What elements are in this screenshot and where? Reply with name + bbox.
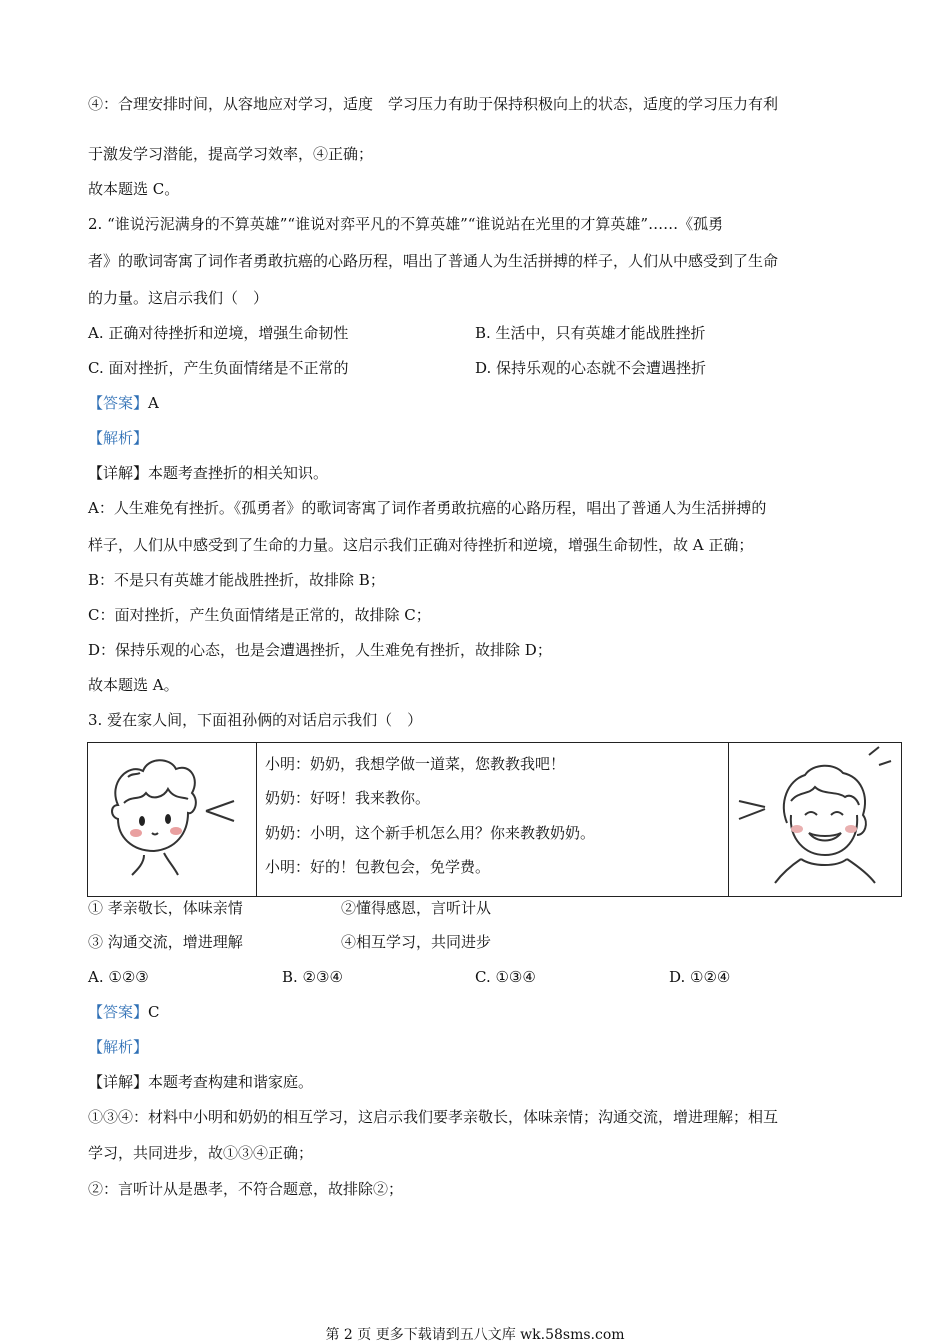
- q3-analysis-tag: 【解析】: [88, 1038, 149, 1056]
- answer-tag: 【答案】: [88, 1003, 149, 1021]
- q2-conclusion: 故本题选 A。: [88, 676, 179, 694]
- q3-explain-line-3: ②：言听计从是愚孝，不符合题意，故排除②；: [88, 1180, 404, 1198]
- q2-option-a: A. 正确对待挫折和逆境，增强生命韧性: [88, 324, 349, 342]
- q3-item-3: ③ 沟通交流，增进理解: [88, 933, 243, 951]
- q2-stem-line-3: 的力量。这启示我们（ ）: [88, 289, 269, 307]
- page-footer: 第 2 页 更多下载请到五八文库 wk.58sms.com: [325, 1327, 625, 1343]
- q2-detail: 【详解】本题考查挫折的相关知识。: [88, 464, 329, 482]
- dialogue-line: 小明：好的！包教包会，免学费。: [265, 858, 491, 876]
- q3-answer: [88, 1002, 160, 1022]
- answer-value: C: [148, 1003, 160, 1021]
- dialogue-line: 奶奶：小明，这个新手机怎么用？你来教教奶奶。: [265, 824, 596, 842]
- grandma-picture-cell: [729, 743, 902, 897]
- q2-stem-line-2: 者》的歌词寄寓了词作者勇敢抗癌的心路历程，唱出了普通人为生活拼搏的样子，人们从中感受到了生命: [88, 252, 779, 270]
- q2-option-c: C. 面对挫折，产生负面情绪是不正常的: [88, 359, 349, 377]
- q2-explain-a-line-2: 样子，人们从中感受到了生命的力量。这启示我们正确对待挫折和逆境，增强生命韧性，故 A 正确；: [88, 536, 754, 554]
- q1-conclusion: 故本题选 C。: [88, 180, 180, 198]
- dialogue-line: 奶奶：好呀！我来教你。: [265, 789, 431, 807]
- answer-tag: 【答案】: [88, 394, 149, 412]
- q1-tail-line-1: ④：合理安排时间，从容地应对学习，适度 学习压力有助于保持积极向上的状态，适度的学习压力有利: [88, 95, 779, 113]
- q2-stem-line-1: 2. “谁说污泥满身的不算英雄”“谁说对弈平凡的不算英雄”“谁说站在光里的才算英雄”……《孤勇: [88, 215, 724, 233]
- q2-explain-b: B：不是只有英雄才能战胜挫折，故排除 B；: [88, 571, 385, 589]
- q3-option-b: B. ②③④: [282, 968, 343, 986]
- q2-explain-c: C：面对挫折，产生负面情绪是正常的，故排除 C；: [88, 606, 431, 624]
- q3-option-a: A. ①②③: [88, 968, 149, 986]
- q1-tail-line-2: 于激发学习潜能，提高学习效率，④正确；: [88, 145, 374, 163]
- q3-item-4: ④相互学习，共同进步: [341, 933, 492, 951]
- dialogue-table: [87, 742, 902, 897]
- q3-item-1: ① 孝亲敬长，体味亲情: [88, 899, 243, 917]
- q2-option-b: B. 生活中，只有英雄才能战胜挫折: [475, 324, 706, 342]
- q2-explain-a-line-1: A：人生难免有挫折。《孤勇者》的歌词寄寓了词作者勇敢抗癌的心路历程，唱出了普通人为生活拼搏的: [88, 499, 767, 517]
- q3-option-c: C. ①③④: [475, 968, 536, 986]
- q3-stem: 3. 爱在家人间，下面祖孙俩的对话启示我们（ ）: [88, 711, 423, 729]
- q3-explain-line-1: ①③④：材料中小明和奶奶的相互学习，这启示我们要孝亲敬长，体味亲情；沟通交流，增进理解；相互: [88, 1108, 779, 1126]
- q2-option-d: D. 保持乐观的心态就不会遭遇挫折: [475, 359, 707, 377]
- grandma-illustration: [729, 743, 901, 892]
- q2-answer: [88, 393, 159, 413]
- q2-analysis-tag: 【解析】: [88, 429, 149, 447]
- boy-picture-cell: [88, 743, 257, 897]
- q3-explain-line-2: 学习，共同进步，故①③④正确；: [88, 1144, 314, 1162]
- boy-illustration: [88, 743, 256, 892]
- dialogue-line: 小明：奶奶，我想学做一道菜，您教教我吧！: [265, 755, 566, 773]
- q3-item-2: ②懂得感恩，言听计从: [341, 899, 492, 917]
- q3-option-d: D. ①②④: [669, 968, 731, 986]
- dialogue-cell: [257, 743, 729, 897]
- q2-explain-d: D：保持乐观的心态，也是会遭遇挫折，人生难免有挫折，故排除 D；: [88, 641, 552, 659]
- q3-detail: 【详解】本题考查构建和谐家庭。: [88, 1073, 314, 1091]
- answer-value: A: [148, 394, 159, 412]
